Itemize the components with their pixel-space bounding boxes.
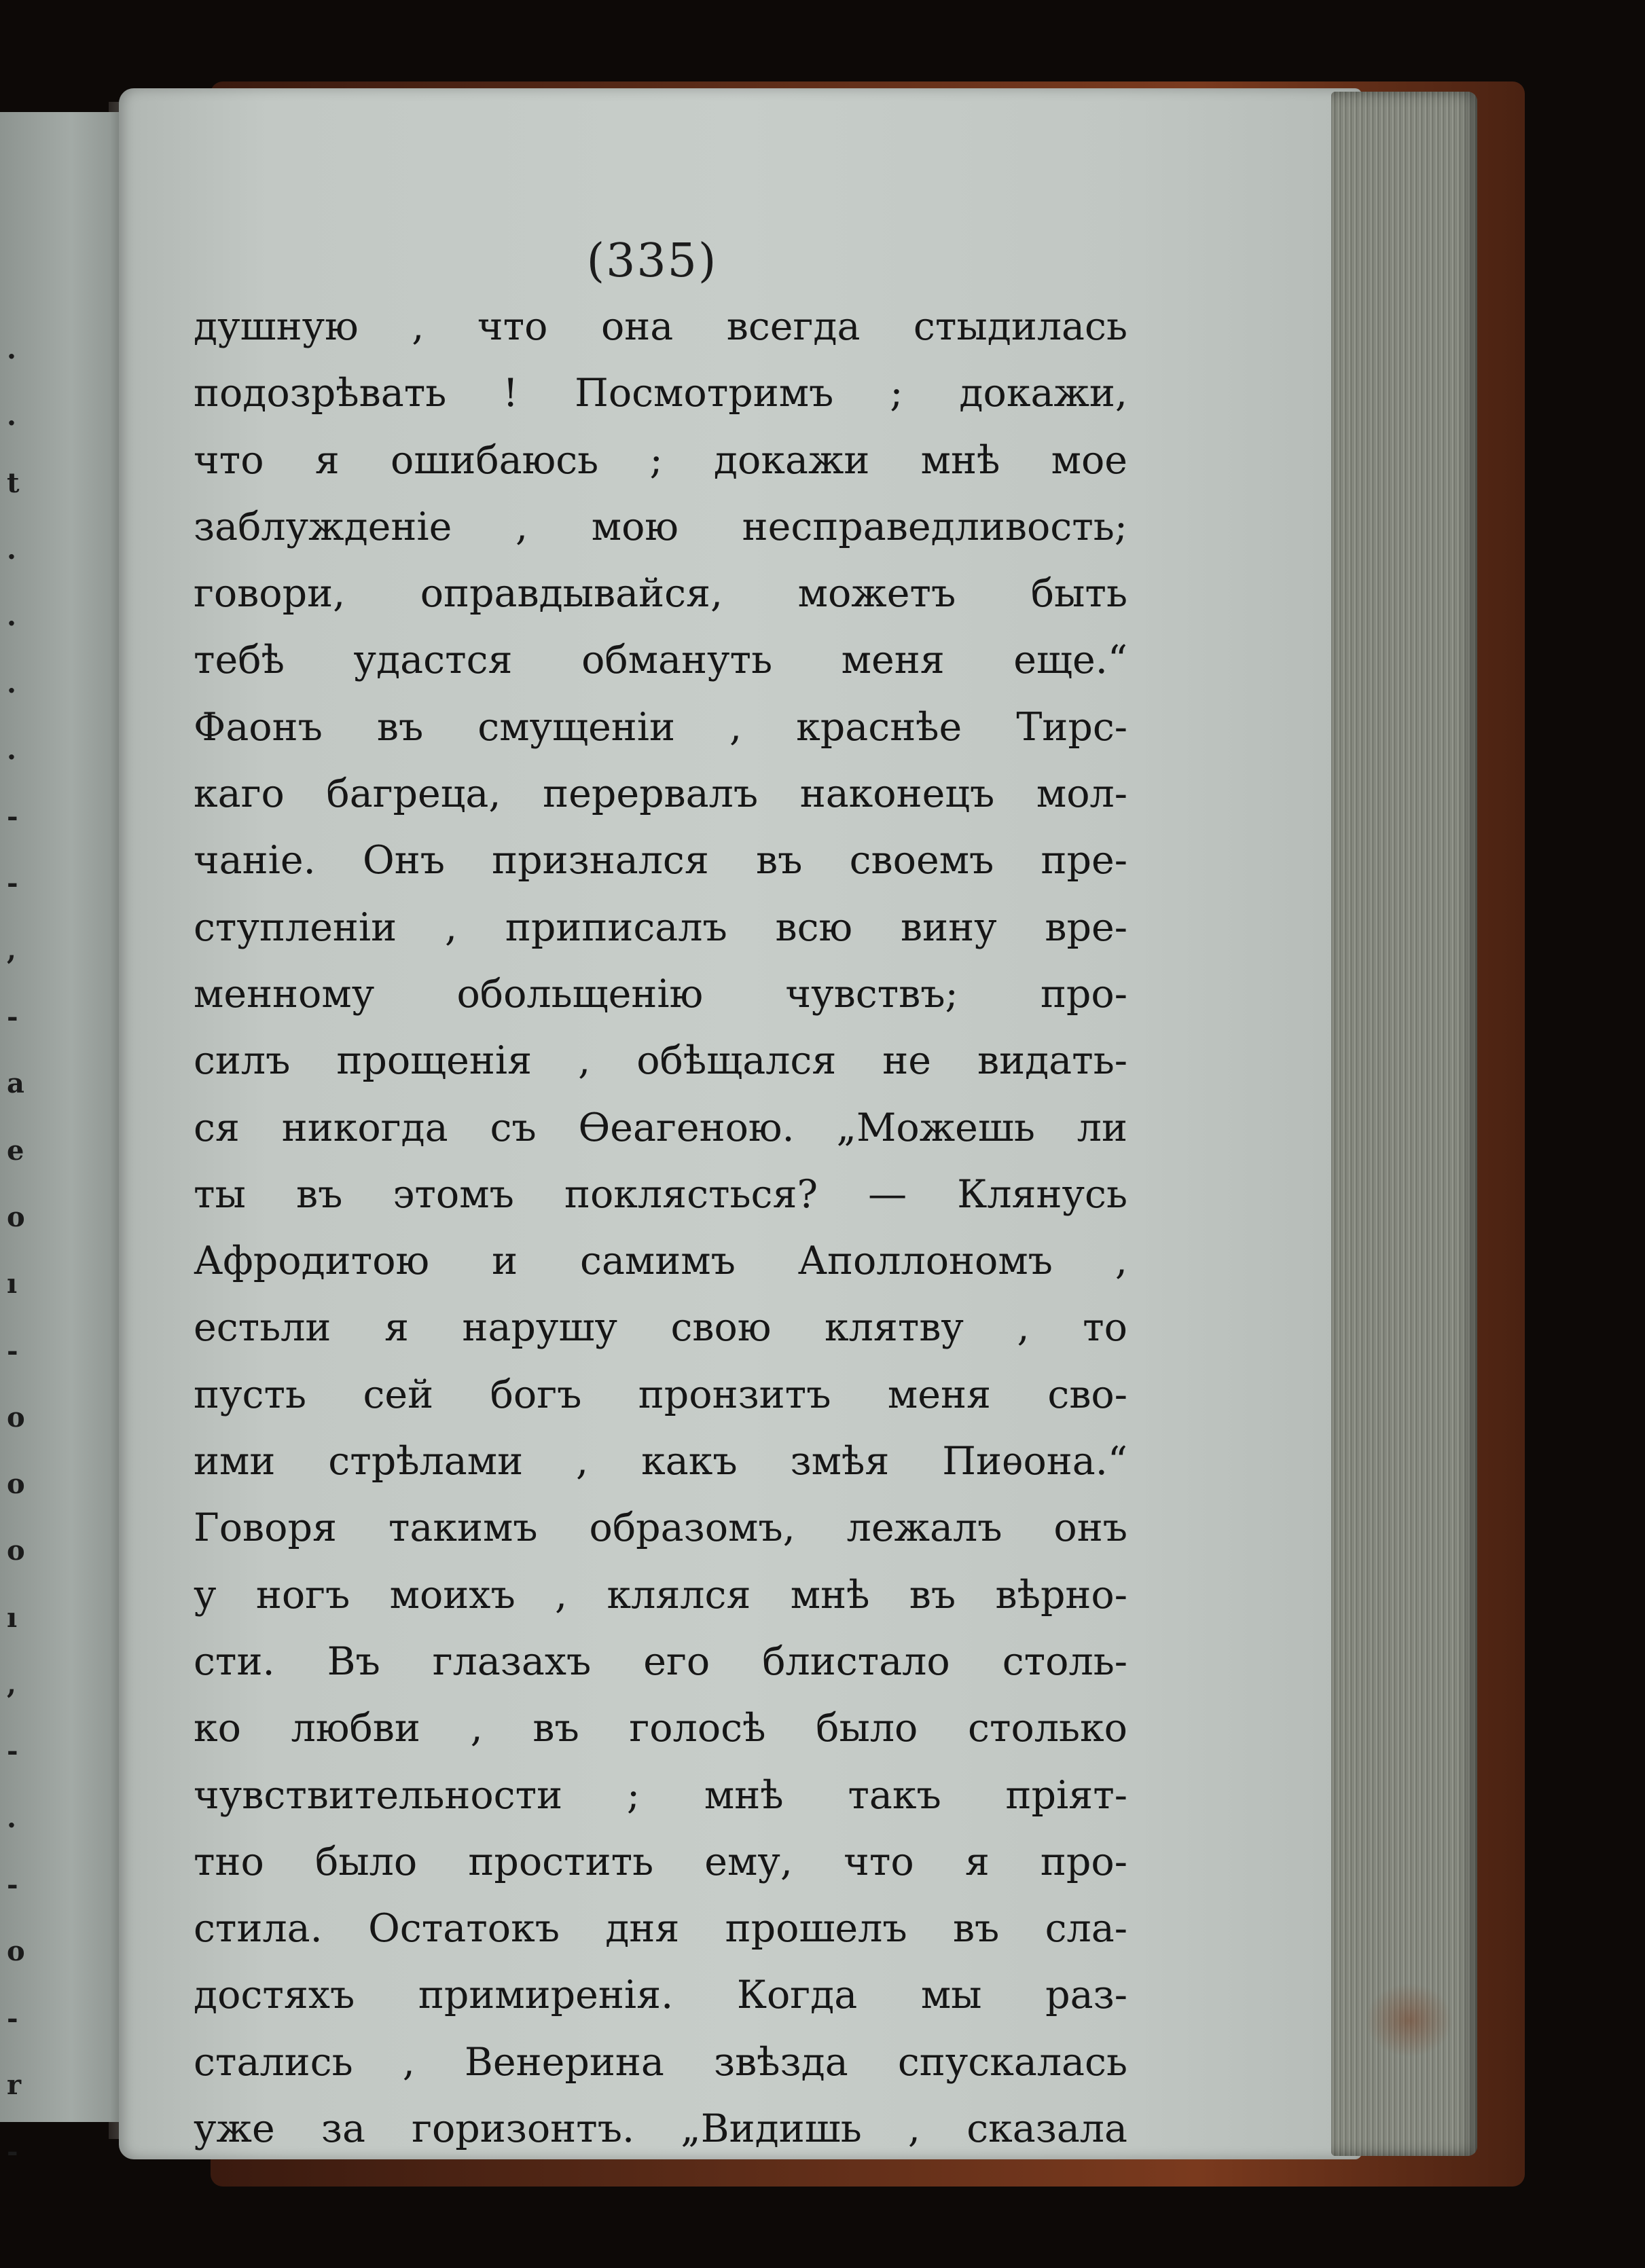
edge-stain [1365,1983,1453,2057]
facing-page-mark: . [7,733,16,766]
facing-page-margin-marks [0,112,27,2168]
text-line: менному обольщенію чувствъ; про- [194,971,1127,1017]
facing-page-mark: . [7,533,16,566]
text-line: подозрѣвать ! Посмотримъ ; докажи, [194,371,1127,416]
facing-page-mark: r [7,2068,22,2101]
facing-page-mark: . [7,667,16,699]
facing-page-mark: - [7,2136,18,2168]
text-line: ся никогда съ Ѳеагеною. „Можешь ли [194,1105,1127,1150]
text-line: что я ошибаюсь ; докажи мнѣ мое [194,437,1127,483]
text-line: чаніе. Онъ признался въ своемъ пре- [194,838,1127,883]
text-line: тно было простить ему, что я про- [194,1839,1127,1884]
text-line: Говоря такимъ образомъ, лежалъ онъ [194,1505,1127,1551]
facing-page-mark: - [7,867,18,900]
text-line: сти. Въ глазахъ его блистало столь- [194,1639,1127,1684]
facing-page-mark: t [7,467,20,499]
text-line: ко любви , въ голосѣ было столько [194,1706,1127,1751]
facing-page-mark: , [7,1668,16,1700]
text-line: Афродитою и самимъ Аполлономъ , [194,1239,1127,1284]
text-line: уже за горизонтъ. „Видишь , сказала [194,2106,1127,2152]
facing-page-mark: ı [7,1601,18,1634]
text-line: стила. Остатокъ дня прошелъ въ сла- [194,1906,1127,1952]
facing-page-mark: o [7,1535,25,1567]
text-line: естьли я нарушу свою клятву , то [194,1305,1127,1351]
facing-page-mark: . [7,400,16,433]
text-line: стались , Венерина звѣзда спускалась [194,2039,1127,2085]
text-line: достяхъ примиренія. Когда мы раз- [194,1973,1127,2018]
facing-page-mark: o [7,1468,25,1501]
text-line: чувствительности ; мнѣ такъ пріят- [194,1772,1127,1818]
facing-page-mark: e [7,1134,24,1167]
page-number: (335) [586,234,718,288]
text-line: говори, оправдывайся, можетъ быть [194,571,1127,617]
page-edges [1331,92,1477,2156]
facing-page-mark: . [7,1801,16,1834]
text-line: тебѣ удастся обмануть меня еще.“ [194,638,1127,683]
facing-page-mark: . [7,333,16,365]
text-line: каго багреца, перервалъ наконецъ мол- [194,771,1127,817]
facing-page-mark: , [7,934,16,966]
text-line: у ногъ моихъ , клялся мнѣ въ вѣрно- [194,1572,1127,1617]
facing-page-mark: - [7,1868,18,1901]
text-line: ты въ этомъ поклясться? — Клянусь [194,1171,1127,1217]
text-line: душную , что она всегда стыдилась [194,304,1127,349]
text-line: заблужденіе , мою несправедливость; [194,504,1127,549]
facing-page-edge [0,112,129,2168]
facing-page-mark: - [7,1001,18,1033]
facing-page-mark: . [7,600,16,633]
text-line: пусть сей богъ пронзитъ меня сво- [194,1372,1127,1417]
facing-page-mark: o [7,1935,25,1968]
text-line: ступленіи , приписалъ всю вину вре- [194,904,1127,950]
text-line: Фаонъ въ смущеніи , краснѣе Тирс- [194,704,1127,750]
facing-page-mark: ı [7,1268,18,1300]
facing-page-mark: - [7,801,18,833]
facing-page-mark: a [7,1067,24,1100]
facing-page-mark: o [7,1201,25,1233]
facing-page-mark: o [7,1401,25,1433]
facing-page-mark: - [7,2002,18,2034]
text-line: ими стрѣлами , какъ змѣя Пиѳона.“ [194,1439,1127,1484]
facing-page-mark: - [7,1334,18,1367]
text-line: силъ прощенія , обѣщался не видать- [194,1038,1127,1084]
facing-page-mark: - [7,1735,18,1768]
body-text [194,293,1127,2162]
